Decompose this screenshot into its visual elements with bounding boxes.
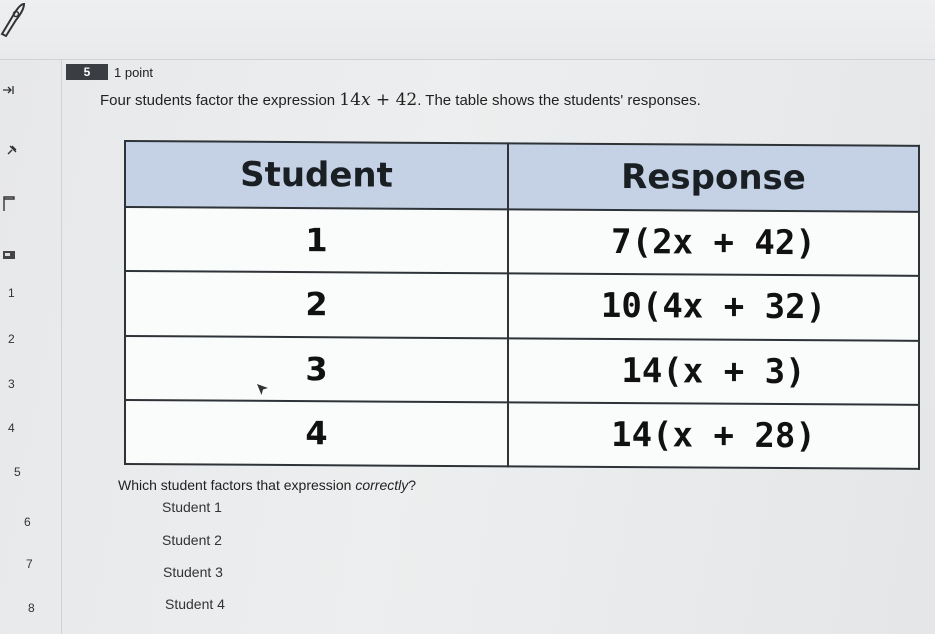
question-nav-number: 3: [8, 377, 15, 391]
question-sidebar: [0, 60, 62, 634]
answer-choice[interactable]: Student 2: [162, 532, 222, 548]
response-cell: 14(x + 3): [508, 338, 919, 405]
answer-choice[interactable]: Student 1: [162, 499, 222, 515]
student-cell: 2: [125, 271, 508, 338]
question-nav-number: 1: [8, 286, 15, 300]
calculator-icon[interactable]: [2, 250, 16, 260]
response-cell: 7(2x + 42): [508, 209, 919, 276]
sub-question-text: [118, 477, 416, 493]
table-row: [125, 207, 919, 276]
question-nav-item[interactable]: [26, 557, 56, 571]
table-row: [125, 400, 919, 469]
question-nav-item[interactable]: [28, 601, 58, 615]
question-number-badge: 5: [66, 64, 108, 80]
prompt-text-end: . The table shows the students' responses.: [417, 92, 701, 109]
question-nav-item[interactable]: [8, 286, 38, 300]
student-cell: 1: [125, 207, 508, 274]
question-nav-item[interactable]: [8, 332, 38, 346]
sub-question-end: ?: [408, 477, 417, 493]
student-cell: 4: [125, 400, 508, 467]
expression-coefficient: 14: [339, 90, 361, 110]
bookmark-icon[interactable]: [2, 196, 16, 212]
question-nav-number: 8: [28, 601, 35, 615]
column-header-response: Response: [508, 143, 919, 212]
question-nav-item[interactable]: [14, 465, 44, 479]
table-header-row: [125, 141, 919, 212]
question-nav-item[interactable]: [8, 421, 38, 435]
question-nav-number: 2: [8, 332, 15, 346]
question-prompt: [100, 90, 701, 110]
answer-choice[interactable]: Student 4: [165, 596, 225, 612]
table-row: [125, 336, 919, 405]
expression-variable: x: [360, 90, 371, 110]
expression-constant: + 42: [370, 90, 418, 110]
question-nav-number: 6: [24, 515, 31, 529]
question-points: 1 point: [114, 64, 154, 80]
pin-icon[interactable]: [6, 144, 18, 156]
math-expression: [339, 90, 417, 110]
response-cell: 14(x + 28): [508, 402, 919, 469]
column-header-student: Student: [125, 141, 508, 209]
response-cell: 10(4x + 32): [508, 274, 919, 341]
prompt-text: Four students factor the expression: [100, 92, 340, 109]
answer-choice[interactable]: Student 3: [163, 564, 223, 580]
mouse-cursor-icon: [256, 383, 270, 397]
question-nav-number: 5: [14, 465, 21, 479]
question-nav-number: 4: [8, 421, 15, 435]
table-row: [125, 271, 919, 340]
student-cell: 3: [125, 336, 508, 403]
question-nav-item[interactable]: [8, 377, 38, 391]
question-nav-item[interactable]: [24, 515, 54, 529]
question-nav-number: 7: [26, 557, 33, 571]
top-bar: [0, 0, 935, 60]
sub-question-emphasis: correctly: [355, 477, 409, 493]
sub-question-lead: Which student factors that expression: [118, 477, 356, 493]
collapse-arrow-icon[interactable]: [2, 84, 14, 96]
responses-table: [124, 140, 920, 470]
rocket-icon[interactable]: [0, 0, 26, 40]
question-header: [66, 63, 153, 81]
